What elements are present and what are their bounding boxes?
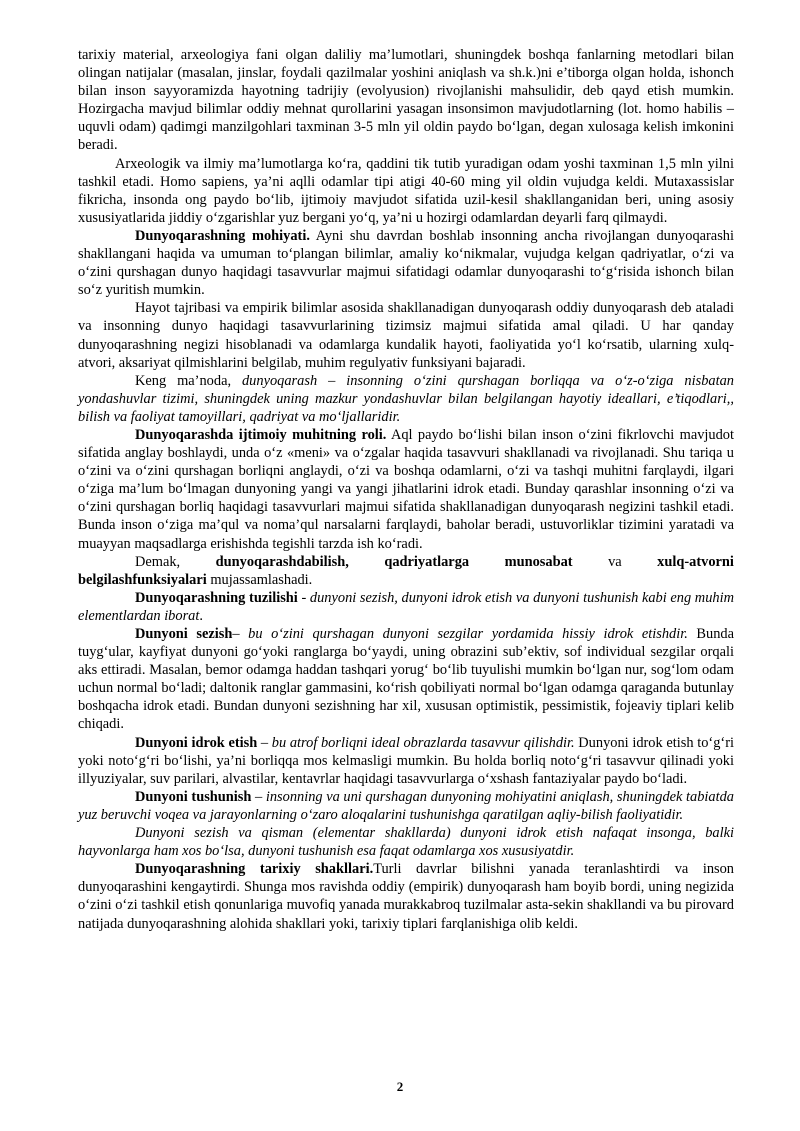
paragraph-13: Dunyoqarashning tarixiy shakllari.Turli davrlar bilishni yanada teranlashtirdi va inson dunyoqarashini kengaytirdi. Shunga mos ravishda oddiy (empirik) dunyoqarash ham boyib bordi, uning negizida o‘zini o‘zi tashkil etish qonunlariga muvofiq yanada murakkabroq tuzilmalar asta-sekin shakllandi va bu pirovard natijada dunyoqarashning alohida shakllari yoki, tarixiy tiplari farqlanishiga olib keldi. [78,861,735,932]
paragraph-2: Arxeologik va ilmiy ma’lumotlarga ko‘ra, qaddini tik tutib yuradigan odam yoshi taxminan 1,5 mln yilni tashkil etadi. Homo sapiens, ya’ni aqlli odamlar tipi atigi 40-60 ming yil oldin vujudga keldi. Mutaxassislar fikricha, insonda ong paydo bo‘lib, ijtimoiy mavjudot sifatida uzil-kesil shakllanganidan beri, uning asosiy xususiyatlarida jiddiy o‘zgarishlar yuz bergani yo‘q, ya’ni u hozirgi odamlardan deyarli farq qilmaydi. [78,155,734,226]
paragraph-9: Dunyoni sezish– bu o‘zini qurshagan dunyoni sezgilar yordamida hissiy idrok etishdir. Bunda tuyg‘ular, kayfiyat dunyoni go‘yoki ranglarga bo‘yaydi, uning obrazini sub’ektiv, sof individual sezgilar orqali aks ettiradi. Masalan, bemor odamga haddan tashqari yorug‘ bo‘lib tuyulishi mumkin bo‘lgan nur, sog‘lom odam uchun normal bo‘ladi; daltonik ranglar gammasini, ko‘rish qobiliyati normal bo‘lgan odamga qaraganda butunlay boshqacha idrok etadi. Bundan dunyoni sezishning har xil, xususan optimistik, pessimistik, fojeaviy tiplari kelib chiqadi. [78,626,735,733]
paragraph-1: tarixiy material, arxeologiya fani olgan daliliy ma’lumotlari, shuningdek boshqa fanlarning metodlari bilan olingan natijalar (masalan, jinslar, foydali qazilmalar yoshini aniqlash va sh.k.)ni e’tiborga olgan holda, ishonch bilan inson sayyoramizda hayotning tadrijiy (evolyusion) rivojlanishi mahsulidir, deb qayd etish mumkin. Hozirgacha mavjud bilimlar oddiy mehnat qurollarini yasagan insonsimon mavjudotlarning (lot. homo habilis – uquvli odam) qadimgi manzilgohlari taxminan 3-5 mln yil oldin paydo bo‘lgan, degan xulosaga kelish imkonini beradi. [78,47,734,154]
section-heading-tarixiy-shakllari: Dunyoqarashning tarixiy shakllari. [135,861,374,878]
paragraph-7-line: Demak, dunyoqarashdabilish, qadriyatlarga munosabat va xulq-atvorni [135,553,734,570]
paragraph-5: Keng ma’noda, dunyoqarash – insonning o‘zini qurshagan borliqqa va o‘z-o‘ziga nisbatan yondashuvlar tizimi, shuningdek uning mazkur yondashuvlar bilan belgilangan hayotiy ideallari, e’tiqodlari,, bilish va faoliyat tamoyillari, qadriyat va mo‘ljallaridir. [78,372,734,425]
section-heading-ijtimoiy-muhit: Dunyoqarashda ijtimoiy muhitning roli. [135,426,387,443]
section-heading-idrok: Dunyoni idrok etish [135,734,258,751]
section-heading-tuzilishi: Dunyoqarashning tuzilishi [135,589,298,606]
section-heading-sezish: Dunyoni sezish [135,626,233,642]
paragraph-7-cont: belgilashfunksiyalari mujassamlashadi. [78,571,313,588]
paragraph-11: Dunyoni tushunish – insonning va uni qurshagan dunyoning mohiyatini aniqlash, shuningdek tabiatda yuz beruvchi voqea va jarayonlarning o‘zaro aloqalarini tushunishga qaratilgan aqliy-bilish faoliyatidir. [78,788,735,823]
page-number: 2 [396,1079,404,1094]
paragraph-3: Dunyoqarashning mohiyati. Ayni shu davrdan boshlab insonning ancha rivojlangan dunyoqarashi shakllangani haqida va umuman to‘plangan bilimlar, amaliy ko‘nikmalar, vujudga kelgan qadriyatlar, o‘zi va o‘zini qurshagan dunyo haqidagi tasavvurlar majmui sifatidagi odamlar dunyoqarashi to‘g‘risida ishonch bilan so‘z yuritish mumkin. [78,227,734,299]
definition-italic: dunyoqarash – insonning o‘zini qurshagan borliqqa va o‘z-o‘ziga nisbatan yondashuvlar tizimi, shuningdek uning mazkur yondashuvlar bilan belgilangan hayotiy ideallari, e’tiqodlari,, bilish va faoliyat tamoyillari, qadriyat va mo‘ljallaridir. [78,372,734,425]
paragraph-4: Hayot tajribasi va empirik bilimlar asosida shakllanadigan dunyoqarash oddiy dunyoqarash deb ataladi va insonning dunyo haqidagi tasavvurlarining tizimsiz majmui sifatida amal qiladi. U har qanday dunyoqarashning negizi hisoblanadi va odamlarga kundalik hayoti, faoliyatida yo‘l ko‘rsatib, ularning xulq-atvori, aksariyat qilmishlarini belgilab, muhim regulyativ funksiyani bajaradi. [78,300,734,371]
document-page [78,46,734,933]
paragraph-12: Dunyoni sezish va qisman (elementar shakllarda) dunyoni idrok etish nafaqat insonga, balki hayvonlarga ham xos bo‘lsa, dunyoni tushunish esa faqat odamlarga xos xususiyatdir. [78,825,734,860]
paragraph-10: Dunyoni idrok etish – bu atrof borliqni ideal obrazlarda tasavvur qilishdir. Dunyoni idrok etish to‘g‘ri yoki noto‘g‘ri bo‘lishi, ya’ni borliqqa mos kelmasligi mumkin. Bu holda borliq noto‘g‘ri tasavvur qilinadi yoki illyuziyalar, suv parilari, alvastilar, kentavrlar haqidagi tasavvurlarga o‘xshash fantaziyalar paydo bo‘ladi. [78,734,734,787]
paragraph-8: Dunyoqarashning tuzilishi - dunyoni sezish, dunyoni idrok etish va dunyoni tushunish kabi eng muhim elementlardan iborat. [78,589,734,624]
section-heading-tushunish: Dunyoni tushunish [135,788,252,805]
section-heading-mohiyati: Dunyoqarashning mohiyati. [135,227,310,244]
paragraph-6: Dunyoqarashda ijtimoiy muhitning roli. Aql paydo bo‘lishi bilan inson o‘zini fikrlovchi mavjudot sifatida anglay boshlaydi, unda o‘z «meni» va o‘zgalar haqida tasavvuri shakllanadi va rivojlanadi. Shu tariqa u o‘zini va o‘zini qurshagan borliqni anglaydi, o‘zi va boshqa odamlarni, o‘zi va tashqi muhitni farqlaydi, ilgari o‘ziga ma’lum bo‘lmagan dunyoning yangi va yangi jihatlarini idrok etadi. Bunday qarashlar insonning o‘zi va o‘zini qurshagan borliq haqidagi tasavvurlari majmui sifatida shakllanadigan dunyoqarash negizini tashkil etadi. Bunda inson o‘ziga ma’qul va noma’qul narsalarni farqlaydi, baholar beradi, ustuvorliklar tizimini yaratadi va muayyan maqsadlarga erishishda tegishli tarzda ish ko‘radi. [78,426,734,552]
